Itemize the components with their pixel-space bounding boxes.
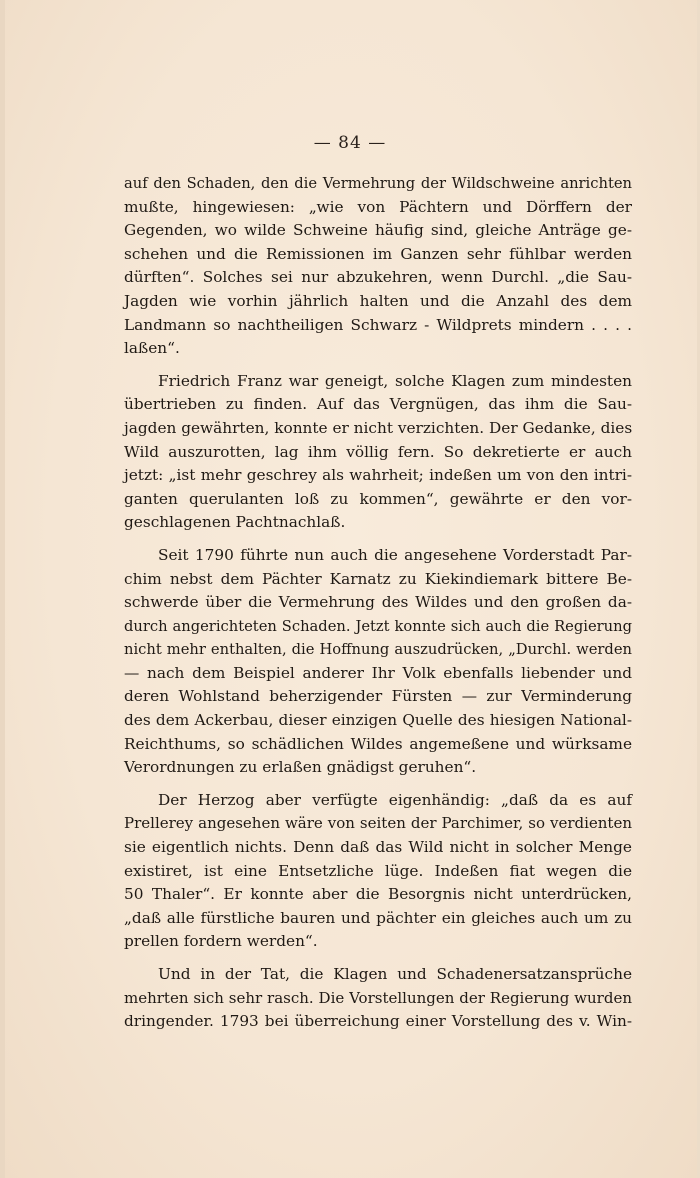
text-line: Wild auszurotten, lag ihm völlig fern. So dekretierte er auch bbox=[124, 442, 632, 461]
text-line: deren Wohlstand beherzigender Fürsten — zur Verminderung bbox=[124, 687, 632, 706]
text-line: durch angerichteten Schaden. Jetzt konnte sich auch die Regierung bbox=[124, 617, 632, 635]
text-line: mehrten sich sehr rasch. Die Vorstellungen der Regierung wurden bbox=[124, 988, 632, 1007]
page-number: — 84 — bbox=[313, 133, 387, 153]
text-line: Und in der Tat, die Klagen und Schadenersatzansprüche bbox=[158, 965, 632, 983]
paragraph-3 bbox=[124, 544, 632, 780]
text-line: jetzt: „ist mehr geschrey als wahrheit; indeßen um von den intri- bbox=[124, 466, 632, 485]
text-line: 50 Thaler“. Er konnte aber die Besorgnis nicht unterdrücken, bbox=[124, 885, 632, 904]
text-line: Verordnungen zu erlaßen gnädigst geruhen“. bbox=[124, 758, 477, 777]
paragraph-4 bbox=[124, 789, 632, 954]
text-line: dürften“. Solches sei nur abzukehren, wenn Durchl. „die Sau- bbox=[124, 268, 632, 287]
text-line: dringender. 1793 bei überreichung einer Vorstellung des v. Win- bbox=[124, 1012, 632, 1031]
text-line: Prellerey angesehen wäre von seiten der Parchimer, so verdienten bbox=[124, 814, 632, 833]
body-text bbox=[124, 172, 632, 1043]
paragraph-1 bbox=[124, 172, 632, 361]
text-line: des dem Ackerbau, dieser einzigen Quelle des hiesigen National- bbox=[124, 711, 632, 730]
text-line: „daß alle fürstliche bauren und pächter ein gleiches auch um zu bbox=[124, 908, 632, 927]
text-line: schwerde über die Vermehrung des Wildes und den großen da- bbox=[124, 593, 632, 612]
text-line: Friedrich Franz war geneigt, solche Klagen zum mindesten bbox=[158, 371, 632, 390]
text-line: existiret, ist eine Entsetzliche lüge. Indeßen fiat wegen die bbox=[124, 861, 632, 880]
text-line: Der Herzog aber verfügte eigenhändig: „daß da es auf bbox=[158, 790, 632, 809]
text-line: Jagden wie vorhin jährlich halten und die Anzahl des dem bbox=[124, 291, 632, 310]
paragraph-5 bbox=[124, 963, 632, 1034]
text-line: Reichthums, so schädlichen Wildes angemeßene und würksame bbox=[124, 734, 632, 753]
text-line: nicht mehr enthalten, die Hoffnung auszudrücken, „Durchl. werden bbox=[124, 641, 632, 659]
text-line: laßen“. bbox=[124, 339, 180, 358]
text-line: Seit 1790 führte nun auch die angesehene Vorderstadt Par- bbox=[158, 545, 632, 564]
text-line: geschlagenen Pachtnachlaß. bbox=[124, 513, 346, 532]
text-line: Landmann so nachtheiligen Schwarz - Wildprets mindern . . . . bbox=[124, 315, 632, 334]
text-line: jagden gewährten, konnte er nicht verzichten. Der Gedanke, dies bbox=[124, 418, 633, 437]
text-line: schehen und die Remissionen im Ganzen sehr fühlbar werden bbox=[124, 244, 632, 263]
text-line: ganten querulanten loß zu kommen“, gewährte er den vor- bbox=[124, 489, 632, 508]
text-line: — nach dem Beispiel anderer Ihr Volk ebenfalls liebender und bbox=[124, 663, 632, 682]
text-line: Gegenden, wo wilde Schweine häufig sind, gleiche Anträge ge- bbox=[124, 221, 632, 240]
text-line: auf den Schaden, den die Vermehrung der Wildschweine anrichten bbox=[124, 175, 632, 192]
paragraph-2 bbox=[124, 370, 632, 535]
text-line: übertrieben zu finden. Auf das Vergnügen, das ihm die Sau- bbox=[124, 395, 632, 414]
text-line: prellen fordern werden“. bbox=[124, 932, 318, 951]
text-line: sie eigentlich nichts. Denn daß das Wild nicht in solcher Menge bbox=[124, 838, 632, 857]
text-line: chim nebst dem Pächter Karnatz zu Kiekindiemark bittere Be- bbox=[124, 569, 632, 588]
text-line: mußte, hingewiesen: „wie von Pächtern und Dörffern der bbox=[124, 197, 632, 216]
